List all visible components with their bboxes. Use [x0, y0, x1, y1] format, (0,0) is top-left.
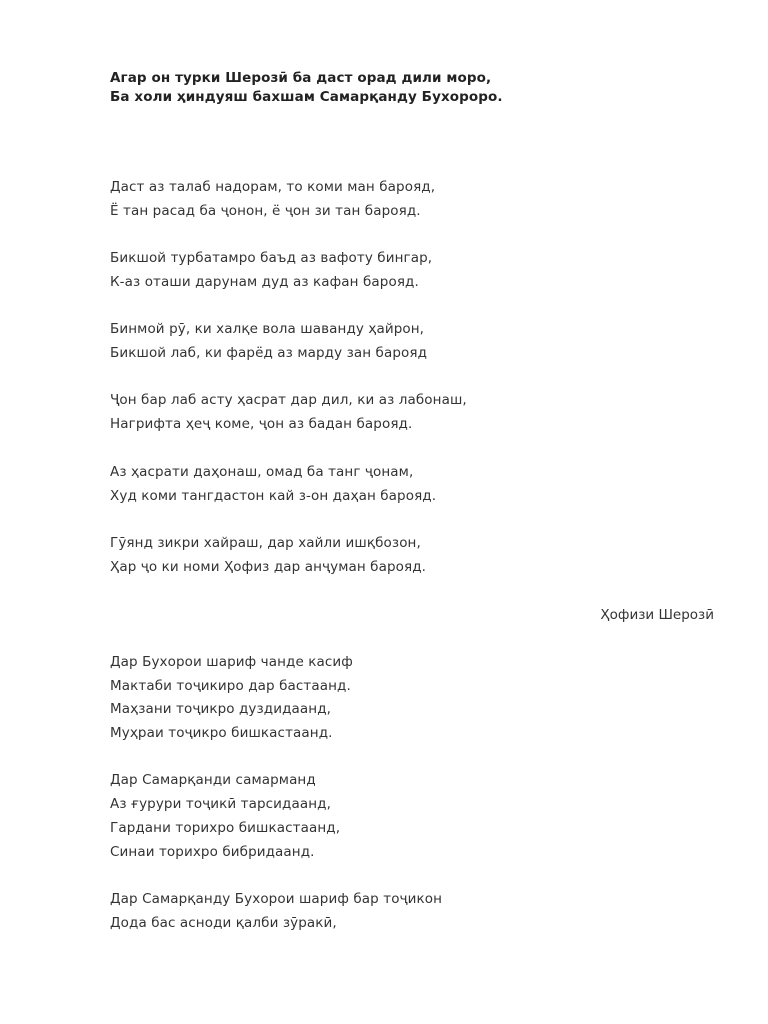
verse-line: Дар Самарқанду Бухорои шариф бар тоҷикон [110, 891, 443, 907]
epigraph-line-1: Агар он турки Шерозӣ ба даст орад дили моро, [110, 70, 492, 86]
poem-line: Бикшой лаб, ки фарёд аз марду зан барояд [110, 345, 428, 361]
poem-line: Аз ҳасрати даҳонаш, омад ба танг ҷонам, [110, 464, 414, 480]
poem-line: К-аз оташи дарунам дуд аз кафан барояд. [110, 274, 419, 290]
poem-line: Даст аз талаб надорам, то коми ман барояд, [110, 179, 436, 195]
poem-author: Ҳофизи Шерозӣ [600, 607, 714, 623]
verse-line: Мактаби тоҷикиро дар бастаанд. [110, 678, 351, 694]
poem-line: Ҳар ҷо ки номи Ҳофиз дар анҷуман барояд. [110, 559, 427, 575]
poem-line: Худ коми тангдастон кай з-он даҳан барояд. [110, 488, 437, 504]
poem-line: Гӯянд зикри хайраш, дар хайли ишқбозон, [110, 535, 421, 551]
poem-line: Нагрифта ҳеҷ коме, ҷон аз бадан барояд. [110, 416, 413, 432]
poem-line: Ҷон бар лаб асту ҳасрат дар дил, ки аз лабонаш, [110, 392, 467, 408]
verse-line: Аз ғурури тоҷикӣ тарсидаанд, [110, 796, 331, 812]
verse-line: Муҳраи тоҷикро бишкастаанд. [110, 725, 333, 741]
verse-line: Дар Самарқанди самарманд [110, 772, 316, 788]
poem-line: Бикшой турбатамро баъд аз вафоту бингар, [110, 250, 433, 266]
verse-line: Гардани торихро бишкастаанд, [110, 820, 341, 836]
verse-line: Дода бас асноди қалби зӯракӣ, [110, 915, 337, 931]
poem-line: Бинмой рӯ, ки халқе вола шаванду ҳайрон, [110, 321, 425, 337]
poem-line: Ё тан расад ба ҷонон, ё ҷон зи тан барояд. [110, 203, 421, 219]
epigraph-line-2: Ба холи ҳиндуяш бахшам Самарқанду Бухороро. [110, 89, 503, 105]
verse-line: Дар Бухорои шариф чанде касиф [110, 654, 353, 670]
verse-line: Маҳзани тоҷикро дуздидаанд, [110, 701, 332, 717]
verse-line: Синаи торихро бибридаанд. [110, 844, 315, 860]
